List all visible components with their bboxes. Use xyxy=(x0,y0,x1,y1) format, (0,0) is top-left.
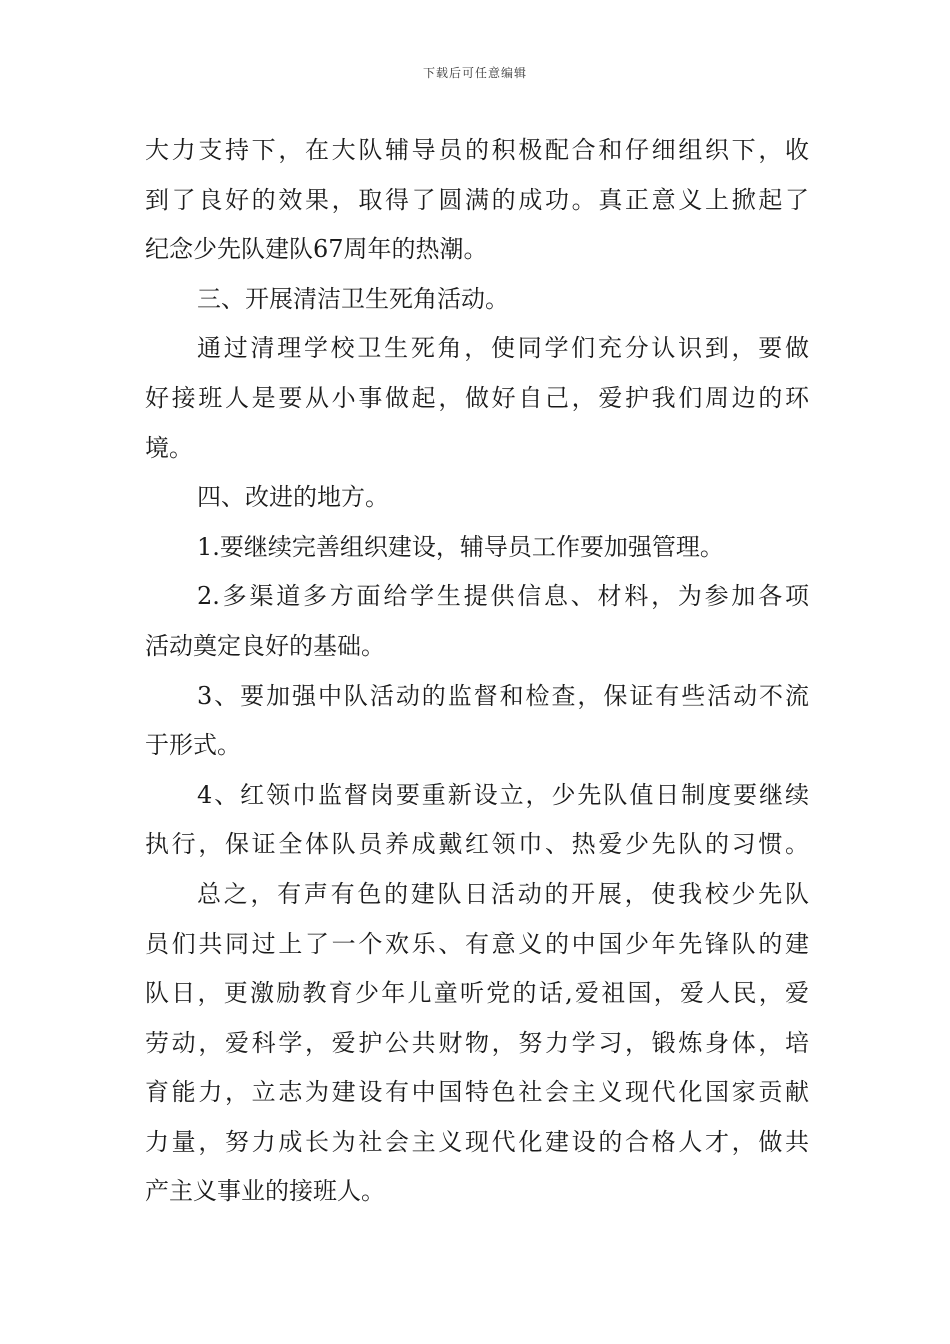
text-line: 四、改进的地方。 xyxy=(197,483,389,512)
text-line: 2.多渠道多方面给学生提供信息、材料，为参加各项 xyxy=(197,582,809,611)
text-line: 力量，努力成长为社会主义现代化建设的合格人才，做共 xyxy=(145,1127,809,1156)
text-line: 总之，有声有色的建队日活动的开展，使我校少先队 xyxy=(197,879,809,908)
text-line: 3、要加强中队活动的监督和检查，保证有些活动不流 xyxy=(197,681,809,710)
text-line: 纪念少先队建队67周年的热潮。 xyxy=(145,235,488,264)
document-body xyxy=(145,126,809,1217)
text-line: 三、开展清洁卫生死角活动。 xyxy=(197,284,509,313)
text-line: 产主义事业的接班人。 xyxy=(145,1177,385,1206)
text-line: 4、红领巾监督岗要重新设立，少先队值日制度要继续 xyxy=(197,780,809,809)
text-line: 1.要继续完善组织建设，辅导员工作要加强管理。 xyxy=(197,532,724,561)
text-line: 到了良好的效果，取得了圆满的成功。真正意义上掀起了 xyxy=(145,185,809,214)
text-line: 境。 xyxy=(145,433,193,462)
text-line: 员们共同过上了一个欢乐、有意义的中国少年先锋队的建 xyxy=(145,929,809,958)
text-line: 好接班人是要从小事做起，做好自己，爱护我们周边的环 xyxy=(145,383,809,412)
text-line: 于形式。 xyxy=(145,731,241,760)
text-line: 活动奠定良好的基础。 xyxy=(145,631,385,660)
text-line: 大力支持下，在大队辅导员的积极配合和仔细组织下，收 xyxy=(145,136,809,164)
text-line: 队日，更激励教育少年儿童听党的话,爱祖国，爱人民，爱 xyxy=(145,979,809,1008)
text-line: 执行，保证全体队员养成戴红领巾、热爱少先队的习惯。 xyxy=(145,830,809,859)
header-note: 下载后可任意编辑 xyxy=(422,66,527,80)
text-line: 劳动，爱科学，爱护公共财物，努力学习，锻炼身体，培 xyxy=(145,1028,809,1057)
text-line: 通过清理学校卫生死角，使同学们充分认识到，要做 xyxy=(197,334,809,363)
text-line: 育能力，立志为建设有中国特色社会主义现代化国家贡献 xyxy=(145,1078,809,1107)
